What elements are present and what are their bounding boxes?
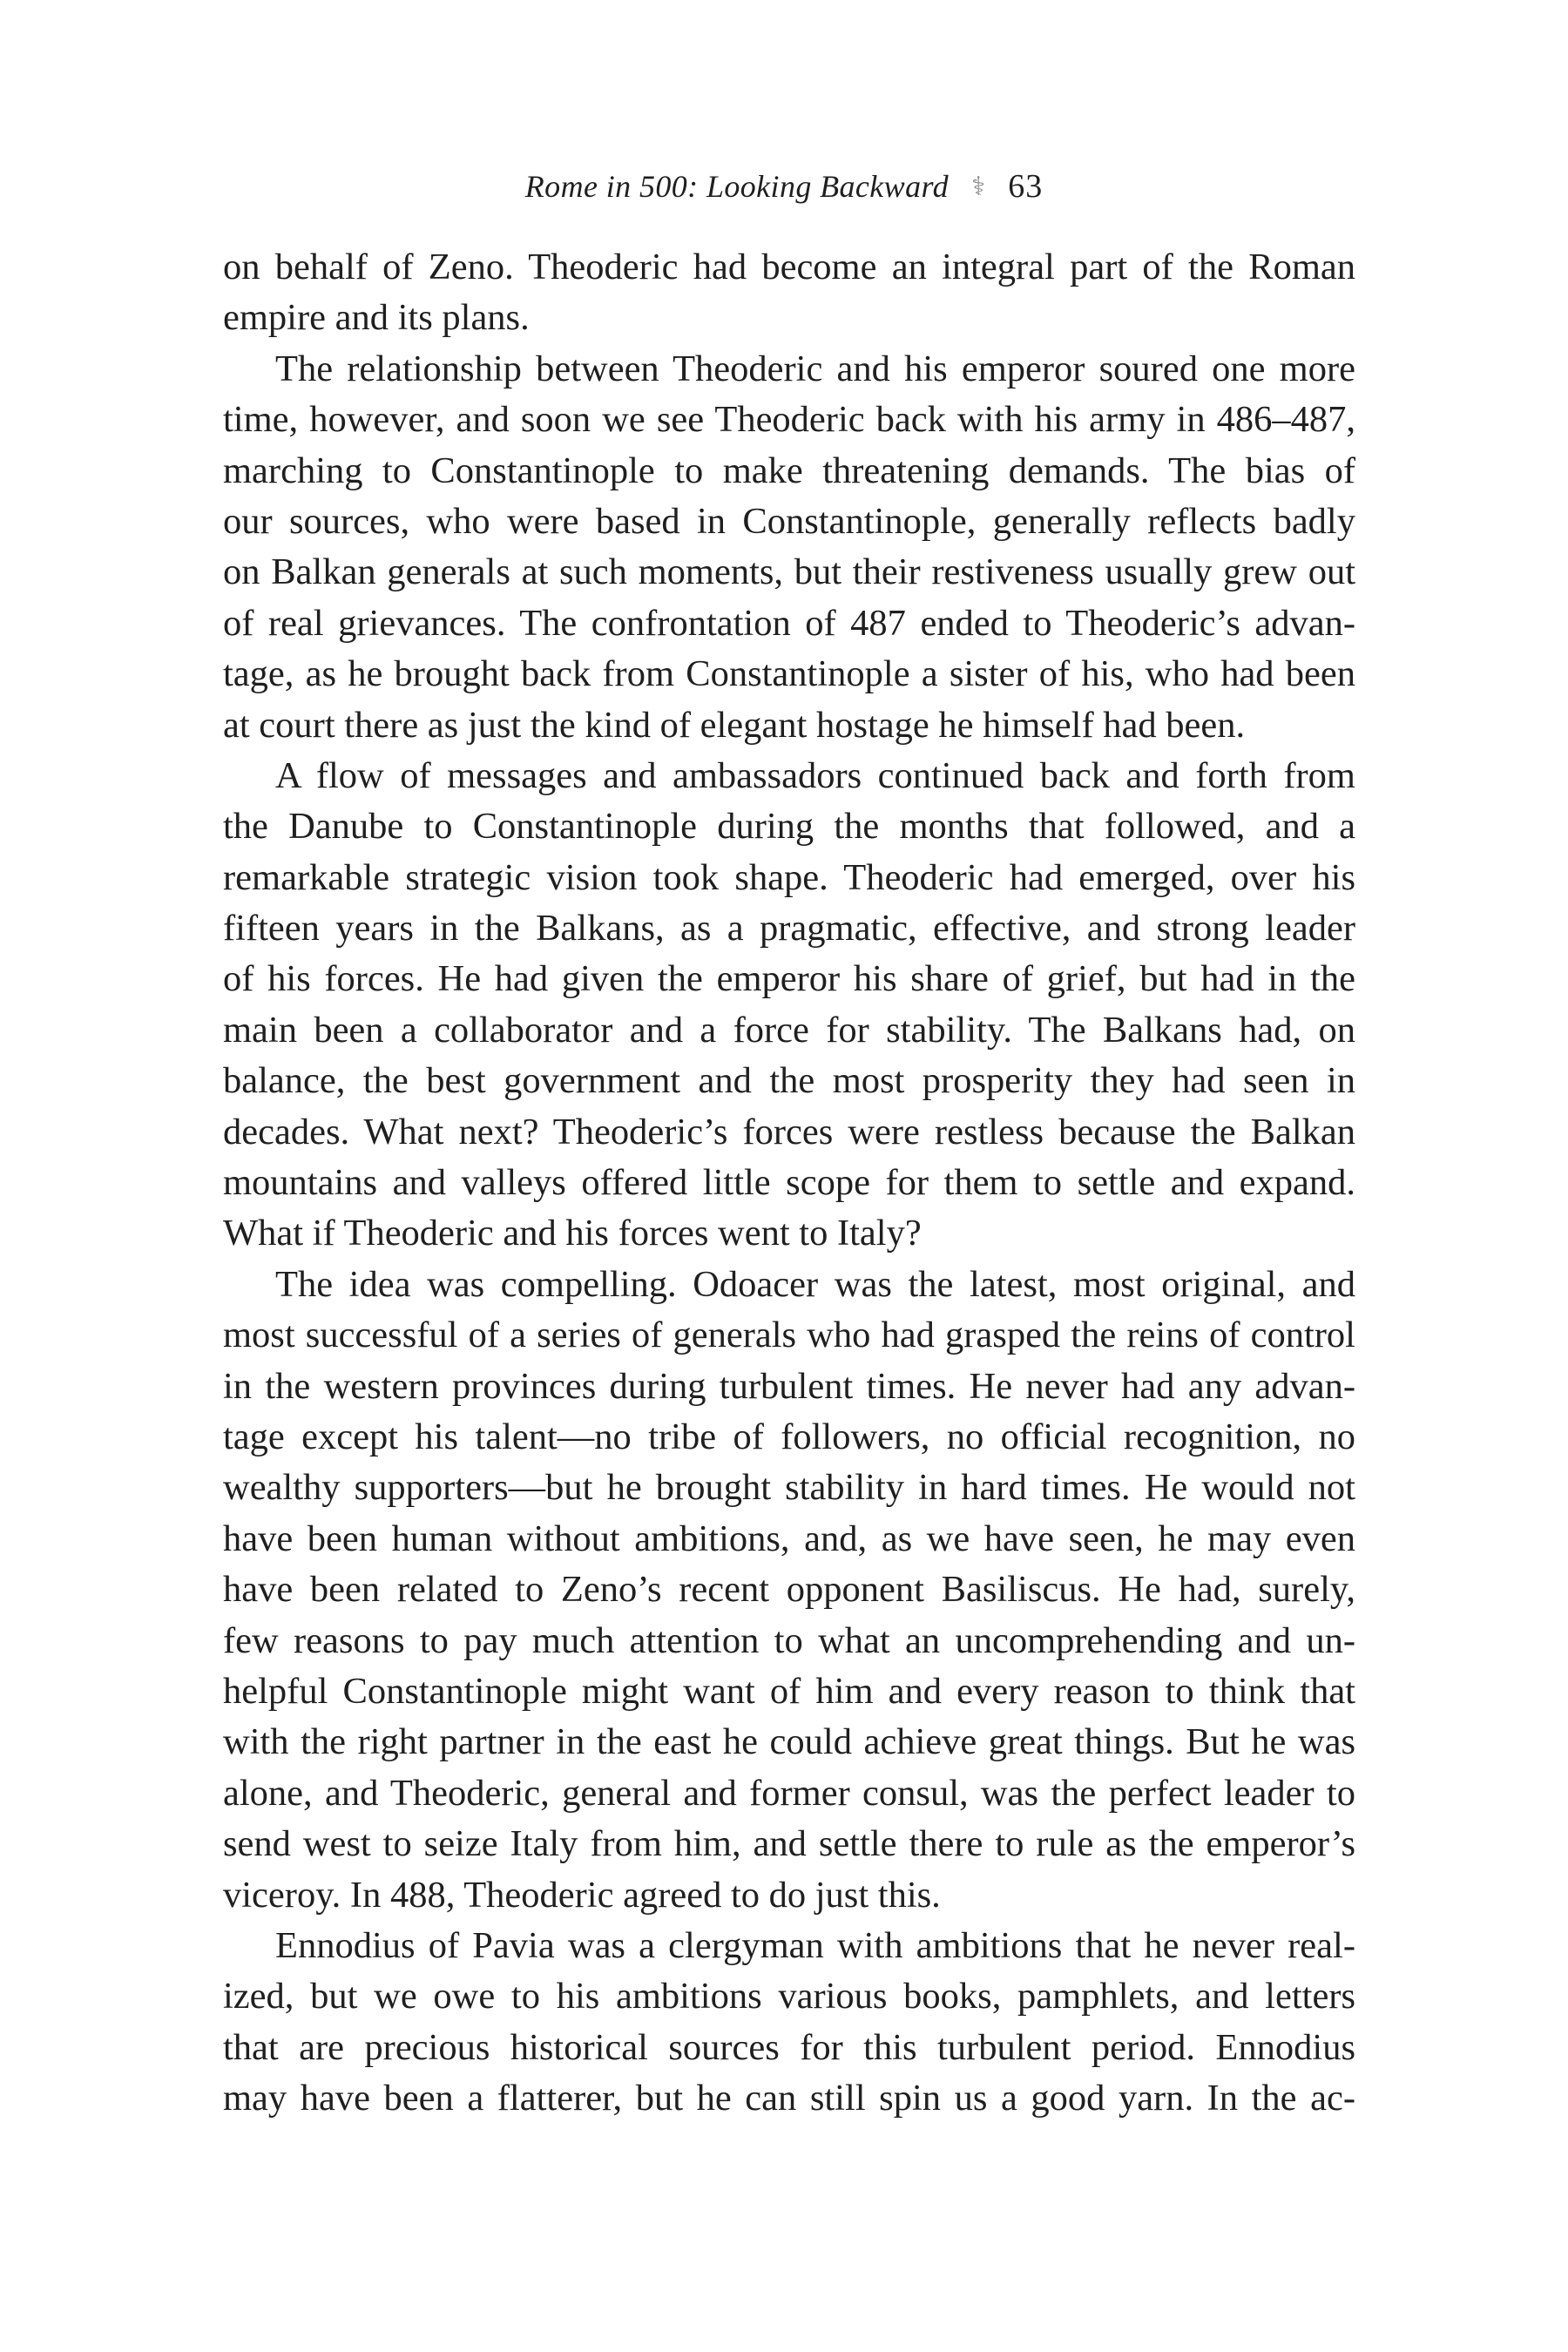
page-number: 63	[1008, 168, 1044, 205]
paragraph	[223, 344, 1355, 751]
text-line: Ennodius of Pavia was a clergyman with ambitions that he never real-	[275, 1924, 1355, 1966]
text-line: time, however, and soon we see Theoderic back with his army in 486–487,	[223, 399, 1355, 441]
paragraph	[223, 1921, 1355, 2125]
paragraph	[223, 751, 1355, 1260]
text-line: decades. What next? Theoderic’s forces were restless because the Balkan	[223, 1111, 1355, 1152]
text-line: fifteen years in the Balkans, as a pragmatic, effective, and strong leader	[223, 908, 1355, 950]
text-line: may have been a flatterer, but he can still spin us a good yarn. In the ac-	[223, 2078, 1355, 2119]
text-line: A flow of messages and ambassadors continued back and forth from	[275, 754, 1355, 796]
text-line: tage except his talent—no tribe of followers, no official recognition, no	[223, 1416, 1355, 1457]
text-line: few reasons to pay much attention to what an uncomprehending and un-	[223, 1619, 1355, 1661]
body-text	[223, 242, 1355, 2124]
caduceus-ornament-icon: ⚕	[970, 172, 986, 201]
text-line: on Balkan generals at such moments, but their restiveness usually grew out	[223, 551, 1355, 593]
text-line: mountains and valleys offered little scope for them to settle and expand.	[223, 1162, 1355, 1204]
text-line: that are precious historical sources for this turbulent period. Ennodius	[223, 2026, 1355, 2068]
text-line: The relationship between Theoderic and his emperor soured one more	[275, 348, 1355, 389]
text-line: tage, as he brought back from Constantinople a sister of his, who had been	[223, 653, 1355, 695]
text-line: have been related to Zeno’s recent opponent Basiliscus. He had, surely,	[223, 1569, 1355, 1611]
text-line: most successful of a series of generals who had grasped the reins of control	[223, 1315, 1355, 1356]
text-line: the Danube to Constantinople during the months that followed, and a	[223, 806, 1355, 848]
text-line: The idea was compelling. Odoacer was the latest, most original, and	[275, 1263, 1355, 1305]
text-line: of real grievances. The confrontation of 487 ended to Theoderic’s advan-	[223, 602, 1355, 644]
text-line: our sources, who were based in Constantinople, generally reflects badly	[223, 500, 1355, 542]
text-line: main been a collaborator and a force for stability. The Balkans had, on	[223, 1009, 1355, 1051]
running-head	[0, 166, 1568, 208]
text-line: viceroy. In 488, Theoderic agreed to do just this.	[223, 1874, 941, 1916]
text-line: of his forces. He had given the emperor his share of grief, but had in the	[223, 958, 1355, 1000]
text-line: What if Theoderic and his forces went to Italy?	[223, 1213, 922, 1254]
text-line: balance, the best government and the most prosperity they had seen in	[223, 1060, 1355, 1102]
running-head-title: Rome in 500: Looking Backward	[524, 169, 949, 204]
text-line: remarkable strategic vision took shape. Theoderic had emerged, over his	[223, 856, 1355, 898]
text-line: helpful Constantinople might want of him and every reason to think that	[223, 1670, 1355, 1712]
text-line: empire and its plans.	[223, 297, 530, 339]
text-line: in the western provinces during turbulent times. He never had any advan-	[223, 1365, 1355, 1407]
text-line: send west to seize Italy from him, and settle there to rule as the emperor’s	[223, 1823, 1355, 1865]
text-line: ized, but we owe to his ambitions various books, pamphlets, and letters	[223, 1976, 1355, 2017]
text-line: have been human without ambitions, and, as we have seen, he may even	[223, 1517, 1355, 1559]
text-line: wealthy supporters—but he brought stability in hard times. He would not	[223, 1467, 1355, 1509]
text-line: on behalf of Zeno. Theoderic had become an integral part of the Roman	[223, 247, 1355, 287]
paragraph	[223, 242, 1355, 344]
paragraph	[223, 1260, 1355, 1921]
text-line: with the right partner in the east he could achieve great things. But he was	[223, 1721, 1355, 1763]
text-line: at court there as just the kind of elegant hostage he himself had been.	[223, 704, 1246, 746]
text-line: marching to Constantinople to make threatening demands. The bias of	[223, 449, 1355, 491]
text-line: alone, and Theoderic, general and former consul, was the perfect leader to	[223, 1772, 1355, 1814]
